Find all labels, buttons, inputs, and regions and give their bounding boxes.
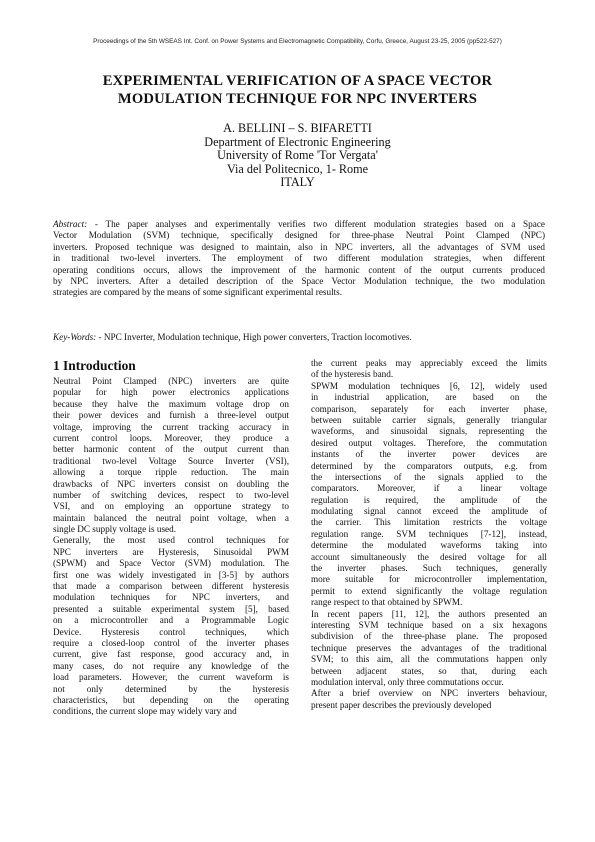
paragraph-line: better harmonic content of the output current than [53, 444, 289, 455]
paragraph-line: of the hysteresis band. [311, 369, 394, 380]
keywords-text: - NPC Inverter, Modulation technique, High power converters, Traction locomotives. [96, 332, 412, 342]
paragraph-line: more suitable for microcontroller implementation, [311, 574, 547, 585]
paragraph-line: (SPWM) and Space Vector (SVM) modulation. The [53, 558, 289, 569]
section-heading: 1 Introduction [53, 358, 136, 373]
paragraph-line: VSI, and on employing an opportune strategy to [53, 501, 289, 512]
abstract-line: inverters. Proposed technique was designed to maintain, also in NPC inverters, all the advantages of SVM used [53, 241, 545, 252]
paragraph-line: maintain balanced the neutral point voltage, when a [53, 512, 289, 523]
paragraph-line: first one was widely investigated in [3-5] by authors [53, 569, 289, 580]
paragraph-line: modulation techniques for NPC inverters, and [53, 592, 289, 603]
title-line: EXPERIMENTAL VERIFICATION OF A SPACE VECTOR [102, 73, 493, 89]
paragraph-line: After a brief overview on NPC inverters behaviour, [311, 688, 547, 699]
paragraph-line: In recent papers [11, 12], the authors presented an [311, 608, 547, 619]
abstract-line [53, 219, 545, 230]
paragraph-line: comparators. Moreover, if a linear voltage [311, 483, 547, 494]
abstract-line: in traditional two-level inverters. The employment of two different modulation strategies, when different [53, 253, 545, 264]
abstract-line: strategies are compared by the means of some significant experimental results. [53, 287, 343, 298]
paragraph-line: the intersections of the signals applied to the [311, 471, 547, 482]
paragraph-line: regulation is required, the amplitude of the [311, 494, 547, 505]
keywords-label: Key-Words: [53, 332, 97, 342]
author-address: Via del Politecnico, 1- Rome [226, 161, 369, 176]
abstract-text: - The paper analyses and experimentally verifies two different modulation strategies based on a Space [87, 219, 545, 229]
paragraph-line: voltage, improving the current tracking accuracy in [53, 421, 289, 432]
author-names: A. BELLINI – S. BIFARETTI [223, 121, 372, 135]
paragraph-line: allowing a torque ripple reduction. The main [53, 467, 289, 478]
paper-title [40, 73, 555, 108]
paragraph-line: in industrial application, are based on the [311, 392, 547, 403]
paragraph-line: that made a comparison between different hysteresis [53, 581, 289, 592]
paragraph-line: number of switching devices, respect to two-level [53, 489, 289, 500]
author-department: Department of Electronic Engineering [204, 134, 391, 149]
paragraph-line: SVM; to this aim, all the commutations happen only [311, 654, 547, 665]
paragraph-line: SPWM modulation techniques [6, 12], widely used [311, 380, 547, 391]
paragraph-line: range respect to that obtained by SPWM. [311, 597, 463, 608]
paragraph-line: their power devices and furnish a three-level output [53, 410, 289, 421]
paragraph-line: between suitable carrier signals, generally triangular [311, 414, 547, 425]
author-country: ITALY [280, 175, 315, 190]
paragraph-line: desired output voltages. Therefore, the commutation [311, 437, 547, 448]
author-block [0, 122, 595, 190]
paragraph-line: the carrier. This limitation restricts the voltage [311, 517, 547, 528]
paragraph-line: load parameters. However, the current waveform is [53, 672, 289, 683]
abstract-line: by NPC inverters. After a detailed description of the Space Vector Modulation technique, the two modulation [53, 275, 545, 286]
paragraph-line: modulating signal cannot exceed the amplitude of [311, 506, 547, 517]
paragraph-line: current, give fast response, good accuracy and, in [53, 649, 289, 660]
right-column [311, 358, 547, 711]
abstract [53, 219, 545, 299]
paragraph-line: waveforms, and sinusoidal signals, representing the [311, 426, 547, 437]
paragraph-line: present paper describes the previously developed [311, 699, 492, 710]
paragraph-line: drawbacks of NPC inverters consist on doubling the [53, 478, 289, 489]
left-column-text [53, 376, 289, 718]
paragraph-line: many cases, do not require any knowledge of the [53, 660, 289, 671]
paragraph-line: account simultaneously the desired voltage for all [311, 551, 547, 562]
abstract-line: Vector Modulation (SVM) technique, specifically designed for three-phase Neutral Point Clamped (NPC) [53, 230, 545, 241]
title-line: MODULATION TECHNIQUE FOR NPC INVERTERS [117, 90, 478, 107]
paragraph-line: permit to extend significantly the voltage regulation [311, 585, 547, 596]
paragraph-line: between adjacent states, so that, during each [311, 665, 547, 676]
paragraph-line: traditional two-level Voltage Source Inverter (VSI), [53, 455, 289, 466]
paragraph-line: determined by the comparators outputs, e.g. from [311, 460, 547, 471]
paragraph-line: Generally, the most used control techniques for [53, 535, 289, 546]
paragraph-line: on a microcontroller and a Programmable Logic [53, 615, 289, 626]
author-university: University of Rome 'Tor Vergata' [217, 148, 378, 163]
paragraph-line: require a closed-loop control of the inverter phases [53, 637, 289, 648]
paragraph-line: regulation range. SVM techniques [7-12], instead, [311, 528, 547, 539]
abstract-line: operating conditions occurs, allows the improvement of the harmonic content of the output currents produced [53, 264, 545, 275]
paragraph-line: subdivision of the three-phase plane. The proposed [311, 631, 547, 642]
keywords [53, 332, 545, 343]
paragraph-line: modulation interval, only three commutations occur. [311, 676, 504, 687]
paragraph-line: not only determined by the hysteresis [53, 683, 289, 694]
right-column-text [311, 358, 547, 711]
paragraph-line: interesting SVM technique based on a six hexagons [311, 619, 547, 630]
paragraph-line: current control loops. Moreover, they produce a [53, 432, 289, 443]
paragraph-line: because they halve the maximum voltage drop on [53, 398, 289, 409]
paragraph-line: single DC supply voltage is used. [53, 524, 177, 535]
abstract-label: Abstract: [53, 219, 88, 229]
paragraph-line: characteristics, but depending on the operating [53, 694, 289, 705]
paragraph-line: conditions, the current slope may widely vary and [53, 706, 237, 717]
paragraph-line: instants of the inverter power devices are [311, 449, 547, 460]
paragraph-line: comparison, separately for each inverter phase, [311, 403, 547, 414]
paragraph-line: popular for high power electronics applications [53, 387, 289, 398]
paragraph-line: the inverter phases. Such techniques, generally [311, 563, 547, 574]
paragraph-line: determine the modulated waveforms taking into [311, 540, 547, 551]
paragraph-line: Neutral Point Clamped (NPC) inverters are quite [53, 376, 289, 386]
left-column [53, 358, 289, 718]
proceedings-header: Proceedings of the 5th WSEAS Int. Conf. on Power Systems and Electromagnetic Compatibility, Corfu, Greece, August 23-25, 2005 (pp522-527) [93, 38, 502, 45]
paragraph-line: the current peaks may appreciably exceed the limits [311, 358, 547, 368]
paragraph-line: Device. Hysteresis control techniques, which [53, 626, 289, 637]
paragraph-line: technique preserves the advantages of the traditional [311, 642, 547, 653]
paragraph-line: NPC inverters are Hysteresis, Sinusoidal PWM [53, 546, 289, 557]
paragraph-line: presented a suitable experimental system [5], based [53, 603, 289, 614]
